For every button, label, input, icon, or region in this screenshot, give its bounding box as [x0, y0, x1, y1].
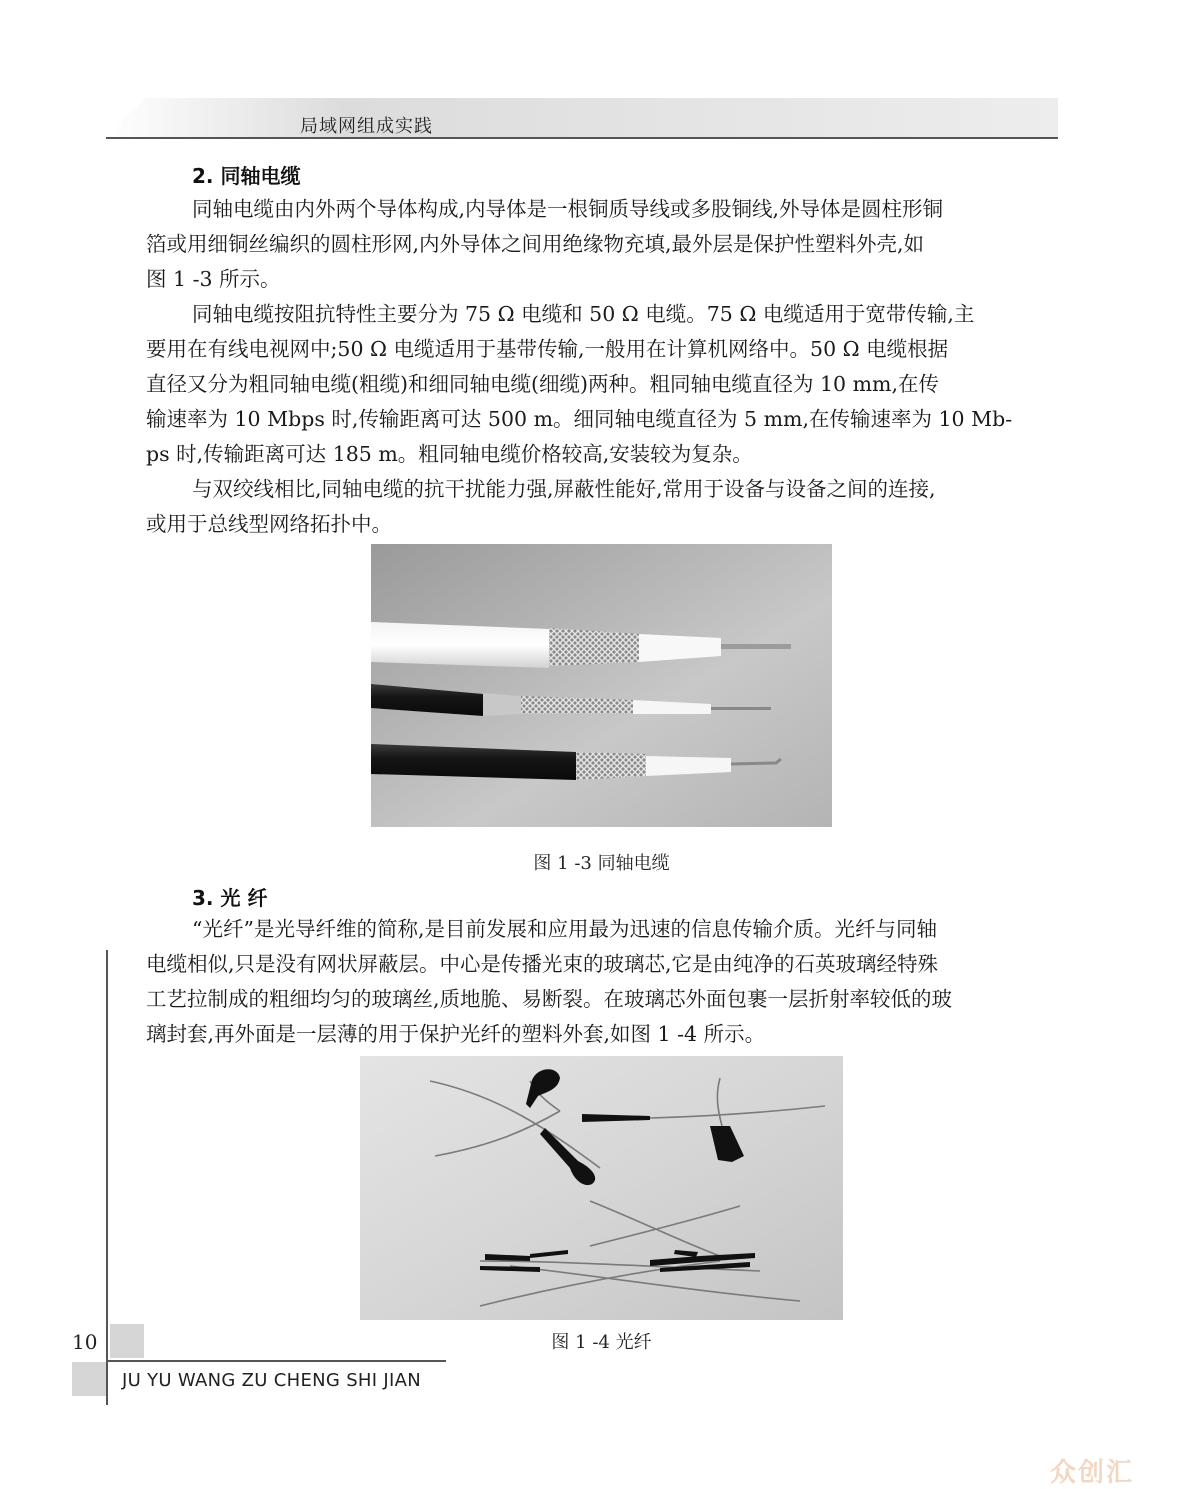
paragraph-coaxial-structure	[146, 192, 1056, 297]
text-line: 工艺拉制成的粗细均匀的玻璃丝,质地脆、易断裂。在玻璃芯外面包裹一层折射率较低的玻	[146, 987, 953, 1011]
section-heading-fiber: 3. 光 纤	[192, 886, 268, 910]
text-line: 或用于总线型网络拓扑中。	[146, 512, 392, 536]
figure-caption-1-4: 图 1 -4 光纤	[551, 1332, 652, 1353]
running-header-band	[106, 98, 1058, 138]
footer-rule	[108, 1360, 446, 1362]
running-header-title: 局域网组成实践	[300, 116, 433, 137]
figure-coaxial-cable-photo	[371, 544, 832, 827]
margin-rule	[106, 950, 108, 1405]
text-line: ps 时,传输距离可达 185 m。粗同轴电缆价格较高,安装较为复杂。	[146, 442, 753, 466]
paragraph-coaxial-comparison	[146, 472, 1056, 542]
footer-book-title: JU YU WANG ZU CHENG SHI JIAN	[122, 1370, 421, 1391]
header-rule	[106, 137, 1058, 139]
text-line: 图 1 -3 所示。	[146, 267, 281, 291]
footer-decor-square	[110, 1324, 144, 1358]
text-line: 输速率为 10 Mbps 时,传输距离可达 500 m。细同轴电缆直径为 5 mm,在传输速率为 10 Mb-	[146, 407, 1013, 431]
text-line: 箔或用细铜丝编织的圆柱形网,内外导体之间用绝缘物充填,最外层是保护性塑料外壳,如	[146, 232, 925, 256]
text-line: 与双绞线相比,同轴电缆的抗干扰能力强,屏蔽性能好,常用于设备与设备之间的连接,	[192, 477, 936, 501]
text-line: 电缆相似,只是没有网状屏蔽层。中心是传播光束的玻璃芯,它是由纯净的石英玻璃经特殊	[146, 952, 939, 976]
text-line: 同轴电缆按阻抗特性主要分为 75 Ω 电缆和 50 Ω 电缆。75 Ω 电缆适用于宽带传输,主	[192, 302, 975, 326]
paragraph-coaxial-impedance	[146, 297, 1056, 472]
watermark-logo: 众创汇	[1050, 1458, 1135, 1488]
text-line: 同轴电缆由内外两个导体构成,内导体是一根铜质导线或多股铜线,外导体是圆柱形铜	[192, 197, 944, 221]
figure-caption-1-3: 图 1 -3 同轴电缆	[533, 853, 670, 874]
text-line: 要用在有线电视网中;50 Ω 电缆适用于基带传输,一般用在计算机网络中。50 Ω 电缆根据	[146, 337, 949, 361]
text-line: “光纤”是光导纤维的简称,是目前发展和应用最为迅速的信息传输介质。光纤与同轴	[192, 917, 937, 941]
paragraph-fiber-description	[146, 912, 1056, 1052]
figure-optical-fiber-photo	[360, 1056, 843, 1320]
page-number: 10	[72, 1330, 98, 1354]
section-heading-coaxial: 2. 同轴电缆	[192, 164, 301, 188]
text-line: 直径又分为粗同轴电缆(粗缆)和细同轴电缆(细缆)两种。粗同轴电缆直径为 10 mm,在传	[146, 372, 940, 396]
header-gradient-decoration	[106, 98, 1058, 138]
text-line: 璃封套,再外面是一层薄的用于保护光纤的塑料外套,如图 1 -4 所示。	[146, 1022, 766, 1046]
footer-decor-square	[72, 1362, 106, 1396]
